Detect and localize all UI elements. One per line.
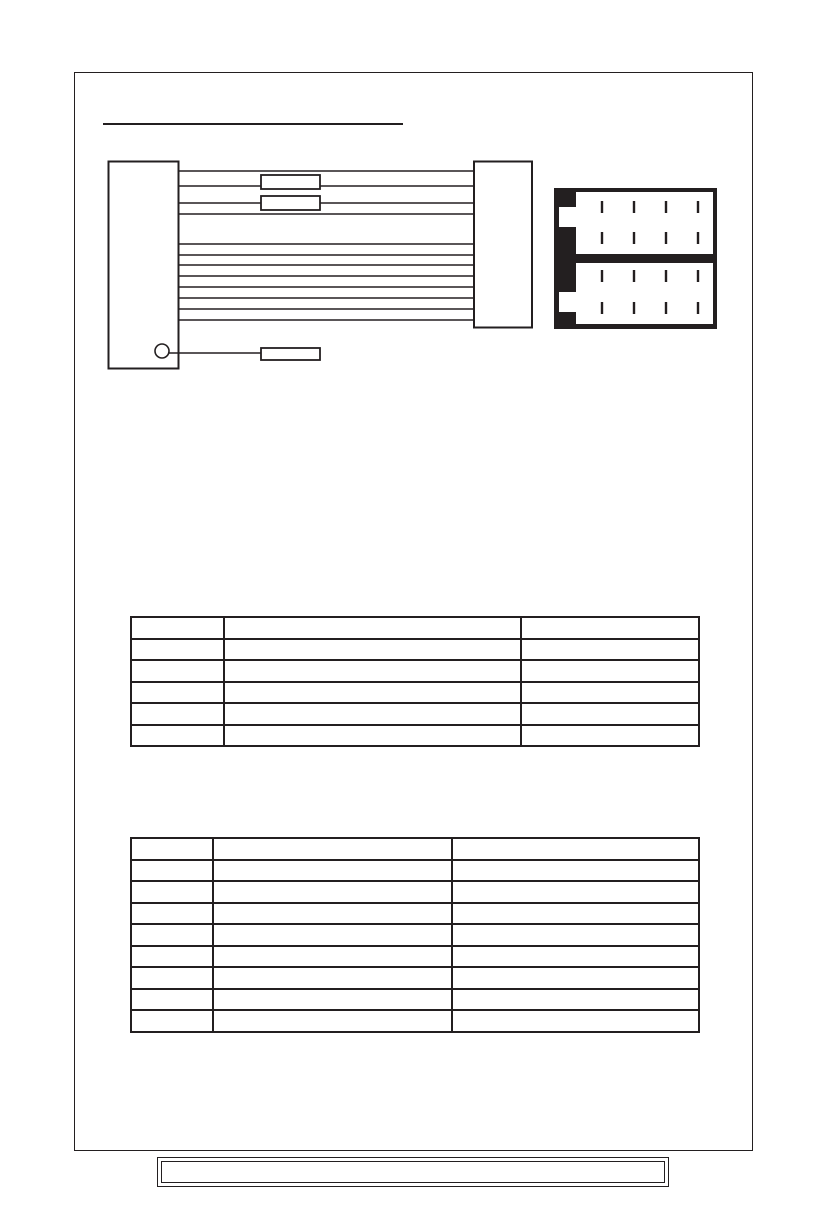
table-cell — [213, 860, 452, 882]
fuse-3 — [261, 348, 320, 360]
antenna-socket — [155, 344, 169, 358]
table-row — [131, 903, 699, 925]
table-row — [131, 703, 699, 725]
table-cell — [521, 682, 699, 704]
table-cell — [131, 1010, 213, 1032]
table-row — [131, 967, 699, 989]
table-cell — [213, 989, 452, 1011]
table-cell — [131, 989, 213, 1011]
connector-block-upper — [576, 192, 713, 254]
table-row — [131, 725, 699, 747]
table-cell — [224, 725, 521, 747]
table-cell — [224, 639, 521, 661]
table-cell — [224, 660, 521, 682]
pin-table-2 — [130, 837, 700, 1033]
table-cell — [213, 946, 452, 968]
table-cell — [521, 660, 699, 682]
fuse-2 — [261, 196, 320, 210]
table-cell — [452, 903, 699, 925]
table-cell — [131, 703, 224, 725]
table-cell — [452, 860, 699, 882]
table-cell — [224, 703, 521, 725]
table-cell — [131, 860, 213, 882]
table-cell — [452, 967, 699, 989]
table-cell — [131, 881, 213, 903]
table-row — [131, 881, 699, 903]
wiring-diagram — [0, 0, 829, 400]
table-cell — [521, 617, 699, 639]
table-cell — [452, 1010, 699, 1032]
head-unit-box — [109, 162, 179, 369]
table-cell — [213, 881, 452, 903]
connector-block-lower — [576, 263, 713, 324]
table-cell — [521, 725, 699, 747]
connector-key-lower — [559, 292, 577, 312]
table-cell — [213, 924, 452, 946]
table-cell — [131, 725, 224, 747]
table-cell — [452, 838, 699, 860]
table-cell — [131, 617, 224, 639]
table-cell — [452, 989, 699, 1011]
table-cell — [131, 903, 213, 925]
table-cell — [213, 1010, 452, 1032]
table-cell — [131, 967, 213, 989]
table-cell — [452, 881, 699, 903]
table-cell — [224, 682, 521, 704]
table-cell — [131, 946, 213, 968]
table-cell — [521, 703, 699, 725]
table-row — [131, 639, 699, 661]
table-row — [131, 1010, 699, 1032]
table-row — [131, 660, 699, 682]
table-cell — [213, 838, 452, 860]
iso-connector — [554, 188, 717, 329]
table-cell — [213, 903, 452, 925]
table-cell — [131, 660, 224, 682]
table-cell — [521, 639, 699, 661]
adapter-box — [474, 162, 532, 328]
table-row — [131, 946, 699, 968]
footer-text — [161, 1161, 665, 1183]
table-row — [131, 924, 699, 946]
fuse-1 — [261, 175, 320, 189]
table-cell — [213, 967, 452, 989]
table-cell — [224, 617, 521, 639]
table-cell — [452, 946, 699, 968]
wire-bundle — [169, 171, 474, 353]
table-cell — [131, 639, 224, 661]
table-cell — [131, 838, 213, 860]
table-row — [131, 617, 699, 639]
table-row — [131, 838, 699, 860]
table-cell — [131, 924, 213, 946]
table-row — [131, 989, 699, 1011]
table-row — [131, 860, 699, 882]
footer-box — [157, 1157, 669, 1187]
pin-table-1 — [130, 616, 700, 747]
table-cell — [131, 682, 224, 704]
table-cell — [452, 924, 699, 946]
connector-key-upper — [559, 207, 577, 227]
table-row — [131, 682, 699, 704]
